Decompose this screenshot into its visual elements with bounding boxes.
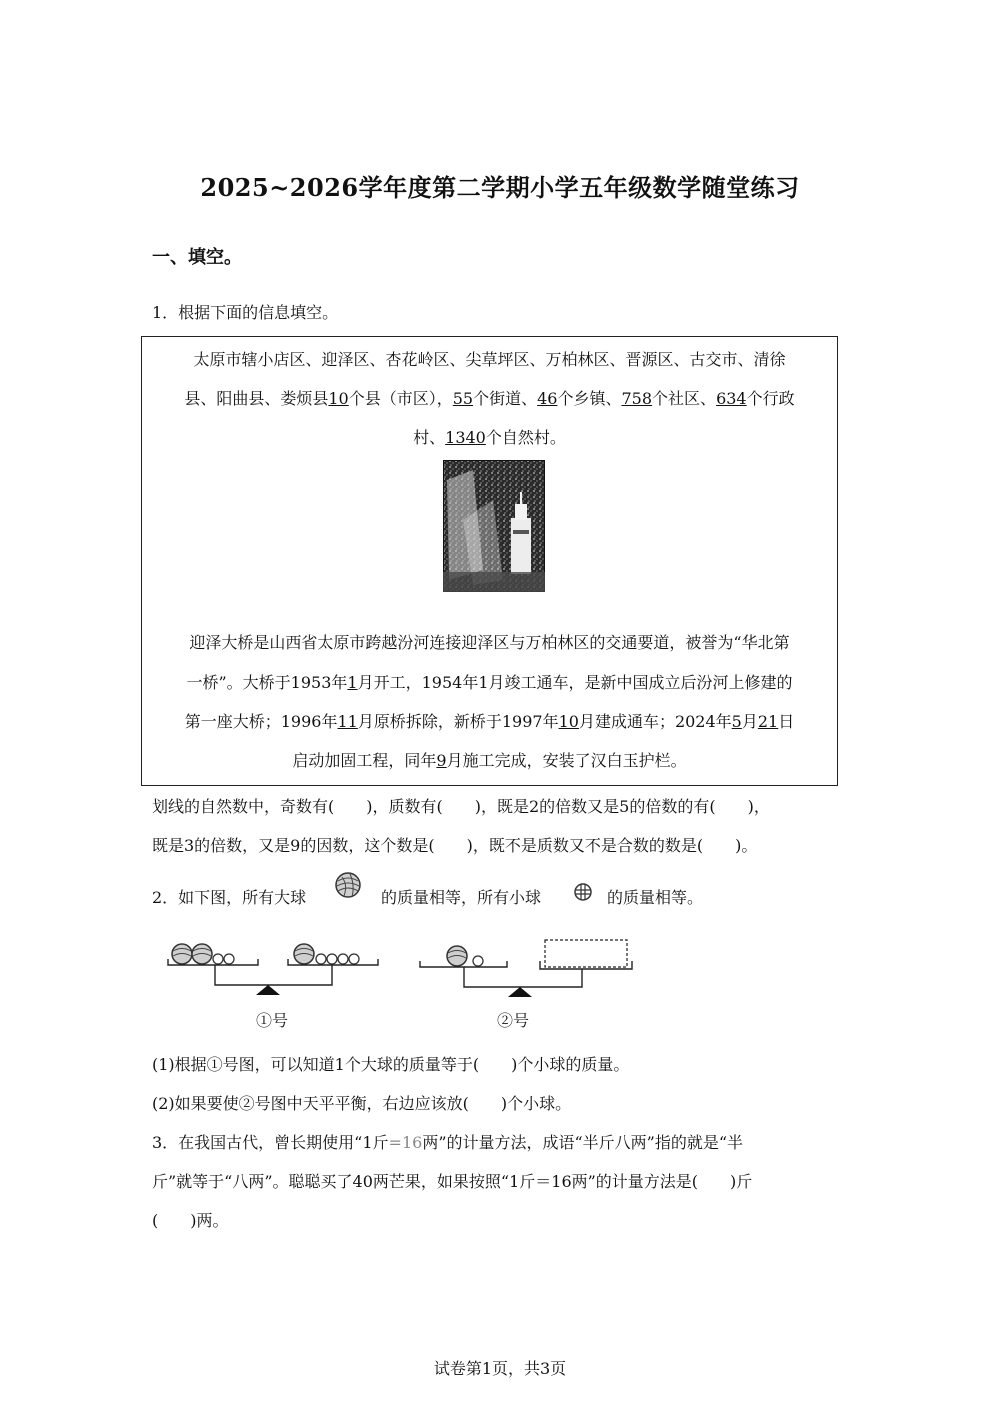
big-ball-icon [172, 944, 192, 964]
question-3-line-3: ( )两。 [152, 1211, 229, 1230]
underlined-number: 5 [731, 712, 742, 731]
info-line-2 [141, 386, 838, 409]
text: 县、阳曲县、娄烦县 [184, 389, 329, 408]
underlined-number: 758 [621, 389, 653, 408]
text: 日 [778, 712, 795, 731]
underlined-number: 9 [436, 751, 447, 770]
question-1-stem: 1．根据下面的信息填空。 [152, 303, 339, 322]
question-2-stem-b: 的质量相等，所有小球 [381, 888, 542, 907]
text: 个街道、 [473, 389, 538, 408]
page-footer: 试卷第1页，共3页 [433, 1359, 567, 1378]
bridge-photo [443, 460, 545, 592]
balance-figure-2 [412, 935, 637, 1005]
empty-pan-box [545, 940, 627, 967]
text: 3．在我国古代，曾长期使用“1斤 [152, 1133, 389, 1152]
figure-2-label: ②号 [497, 1011, 530, 1030]
page-title: 2025~2026学年度第二学期小学五年级数学随堂练习 [200, 173, 800, 202]
text: 一桥”。大桥于1953年 [186, 673, 348, 692]
para-line-4 [141, 748, 838, 771]
underlined-number: 1340 [445, 428, 486, 447]
underlined-number: 21 [757, 712, 779, 731]
info-line-1: 太原市辖小店区、迎泽区、杏花岭区、尖草坪区、万柏林区、晋源区、古交市、清徐 [193, 350, 786, 369]
underlined-number: 10 [328, 389, 349, 408]
big-ball-icon [447, 946, 467, 966]
question-2-stem-c: 的质量相等。 [607, 888, 704, 907]
question-2-stem-a: 2．如下图，所有大球 [152, 888, 307, 907]
small-ball-icon [573, 882, 593, 902]
small-ball-icon [327, 954, 337, 964]
big-ball-icon [192, 944, 212, 964]
section-heading: 一、填空。 [152, 247, 242, 268]
info-line-3 [141, 425, 838, 448]
para-line-2 [141, 670, 838, 693]
small-ball-icon [338, 954, 348, 964]
text: 月开工，1954年1月竣工通车，是新中国成立后汾河上修建的 [357, 673, 793, 692]
figure-1-label: ①号 [256, 1011, 289, 1030]
text: 第一座大桥；1996年 [184, 712, 338, 731]
text: 个社区、 [652, 389, 717, 408]
underlined-number: 634 [716, 389, 747, 408]
big-ball-icon [294, 944, 314, 964]
text: 个自然村。 [485, 428, 566, 447]
question-1-ask-1: 划线的自然数中，奇数有( )，质数有( )，既是2的倍数又是5的倍数的有( )， [152, 797, 770, 816]
question-3-line-2: 斤”就等于“八两”。聪聪买了40两芒果，如果按照“1斤＝16两”的计量方法是( )斤 [152, 1172, 753, 1191]
question-2-sub-2: (2)如果要使②号图中天平平衡，右边应该放( )个小球。 [152, 1094, 572, 1113]
underlined-number: 1 [347, 673, 358, 692]
underlined-number: 55 [452, 389, 474, 408]
text: 月 [741, 712, 758, 731]
text: 个行政 [746, 389, 795, 408]
small-ball-icon [224, 954, 234, 964]
text: 月建成通车；2024年 [578, 712, 732, 731]
underlined-number: 46 [537, 389, 558, 408]
para-line-3 [141, 709, 838, 732]
underlined-number: 10 [558, 712, 579, 731]
question-3-line-1 [152, 1130, 743, 1153]
text: 个乡镇、 [557, 389, 622, 408]
small-ball-icon [349, 954, 359, 964]
text: 月原桥拆除，新桥于1997年 [357, 712, 559, 731]
balance-figure-1 [160, 935, 390, 1005]
question-2-sub-1: (1)根据①号图，可以知道1个大球的质量等于( )个小球的质量。 [152, 1055, 630, 1074]
text: 启动加固工程，同年 [292, 751, 437, 770]
question-1-ask-2: 既是3的倍数，又是9的因数，这个数是( )，既不是质数又不是合数的数是( )。 [152, 836, 758, 855]
text: 两”的计量方法，成语“半斤八两”指的就是“半 [422, 1133, 744, 1152]
text: 村、 [413, 428, 446, 447]
text: 个县（市区）， [348, 389, 453, 408]
para-line-1: 迎泽大桥是山西省太原市跨越汾河连接迎泽区与万柏林区的交通要道，被誉为“华北第 [189, 633, 790, 652]
equation-text: =16 [388, 1133, 423, 1152]
text: 月施工完成，安装了汉白玉护栏。 [446, 751, 687, 770]
big-ball-icon [333, 871, 363, 899]
small-ball-icon [473, 956, 483, 966]
underlined-number: 11 [337, 712, 358, 731]
small-ball-icon [213, 954, 223, 964]
small-ball-icon [316, 954, 326, 964]
